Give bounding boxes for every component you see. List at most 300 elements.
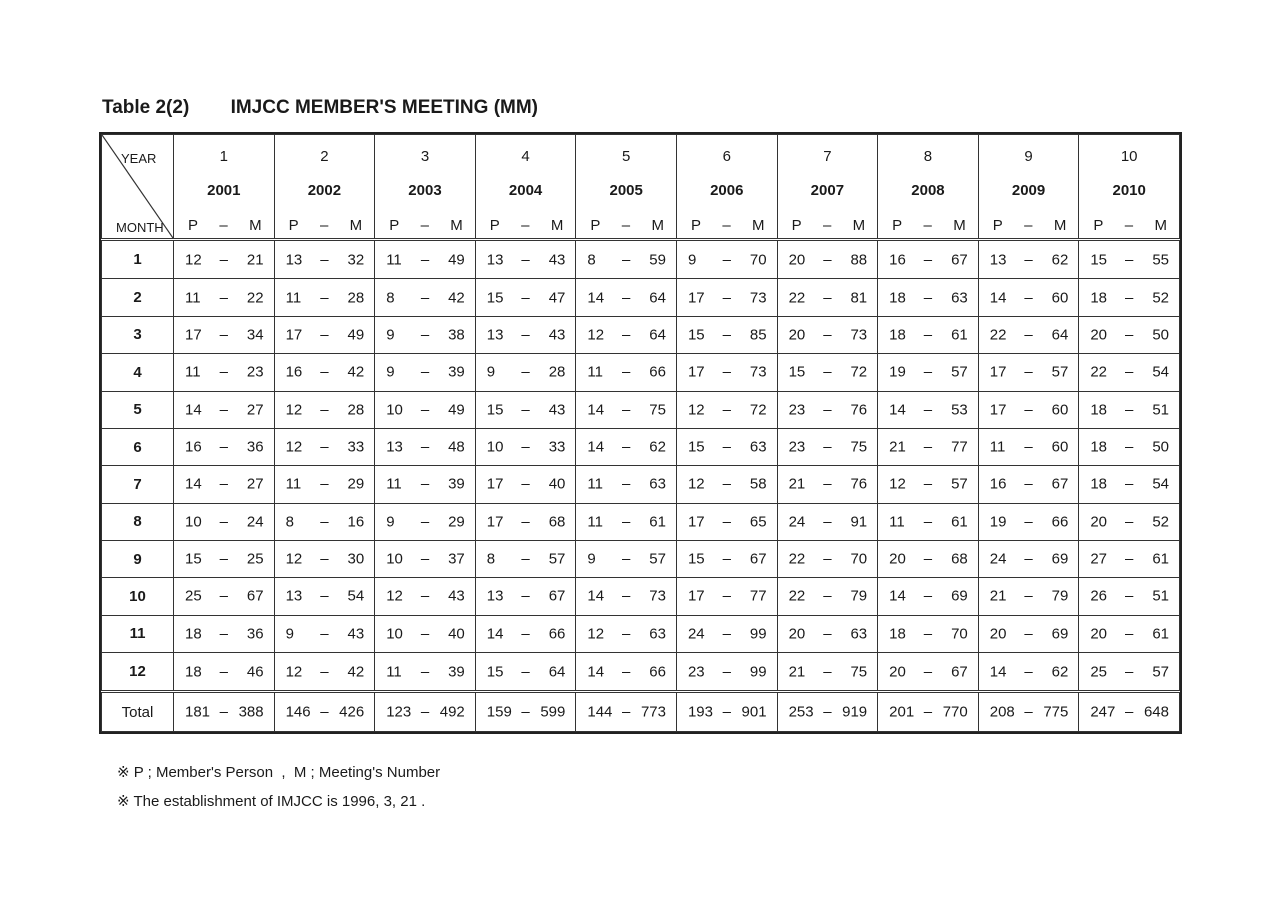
person-count: 18	[1090, 438, 1108, 456]
dash-separator: –	[823, 663, 832, 681]
meeting-count: 46	[246, 663, 264, 681]
month-row	[102, 354, 1180, 391]
value-cell	[274, 615, 375, 652]
person-count: 18	[1090, 401, 1108, 419]
meeting-count: 91	[850, 513, 868, 531]
year-index: 6	[722, 148, 731, 165]
meeting-count: 73	[850, 326, 868, 344]
person-count: 253	[788, 703, 814, 721]
meeting-count: 388	[238, 703, 264, 721]
dash-separator: –	[923, 363, 933, 381]
dash-separator: –	[420, 625, 430, 643]
meeting-count: 28	[548, 363, 566, 381]
value-cell	[375, 354, 476, 391]
m-header: M	[752, 217, 765, 234]
year-index: 2	[320, 148, 329, 165]
person-count: 13	[285, 587, 303, 605]
year-header-cell	[576, 135, 677, 240]
value-cell	[878, 391, 979, 428]
meeting-count: 42	[448, 289, 465, 307]
p-header: P	[992, 217, 1003, 234]
dash-header: –	[923, 217, 932, 234]
dash-separator: –	[219, 438, 228, 456]
pm-header	[375, 217, 475, 234]
person-count: 146	[285, 703, 311, 721]
dash-separator: –	[521, 289, 530, 307]
value-cell	[1079, 279, 1180, 316]
value-cell	[375, 503, 476, 540]
pm-header	[1079, 217, 1179, 234]
value-cell	[1079, 354, 1180, 391]
meeting-count: 22	[246, 289, 264, 307]
corner-year-label: YEAR	[121, 151, 157, 166]
p-header: P	[489, 217, 500, 234]
dash-separator: –	[1024, 550, 1033, 568]
dash-separator: –	[923, 587, 933, 605]
dash-separator: –	[219, 289, 228, 307]
value-cell	[475, 692, 576, 732]
dash-separator: –	[722, 587, 731, 605]
person-count: 11	[285, 289, 302, 307]
meeting-count: 34	[246, 326, 264, 344]
person-count: 12	[285, 550, 303, 568]
m-header: M	[651, 217, 664, 234]
meeting-count: 43	[548, 401, 566, 419]
person-count: 14	[587, 401, 605, 419]
year-label: 2008	[911, 182, 945, 199]
person-count: 19	[989, 513, 1007, 531]
meeting-count: 99	[749, 625, 767, 643]
dash-separator: –	[1024, 326, 1033, 344]
dash-separator: –	[320, 663, 329, 681]
meeting-count: 67	[749, 550, 767, 568]
meeting-count: 27	[246, 401, 264, 419]
meeting-count: 770	[942, 703, 968, 721]
value-cell	[777, 354, 878, 391]
value-cell	[375, 692, 476, 732]
value-cell	[475, 391, 576, 428]
year-header-cell	[274, 135, 375, 240]
dash-separator: –	[722, 363, 731, 381]
meeting-count: 28	[347, 289, 365, 307]
value-cell	[475, 615, 576, 652]
year-index: 7	[823, 148, 832, 165]
pm-header	[476, 217, 576, 234]
person-count: 11	[185, 363, 201, 381]
dash-separator: –	[1125, 625, 1134, 643]
person-count: 9	[386, 326, 395, 344]
meeting-count: 76	[850, 401, 868, 419]
value-cell	[475, 578, 576, 615]
value-cell	[576, 466, 677, 503]
dash-separator: –	[622, 438, 631, 456]
year-index: 3	[420, 148, 430, 165]
dash-separator: –	[622, 289, 631, 307]
month-label: 4	[102, 354, 174, 391]
value-cell	[878, 503, 979, 540]
dash-separator: –	[923, 513, 933, 531]
value-cell	[174, 240, 275, 279]
value-cell	[274, 428, 375, 465]
value-cell	[274, 466, 375, 503]
person-count: 9	[587, 550, 596, 568]
value-cell	[878, 240, 979, 279]
person-count: 20	[889, 550, 906, 568]
person-count: 17	[687, 289, 705, 307]
person-count: 12	[285, 401, 303, 419]
person-count: 26	[1090, 587, 1108, 605]
value-cell	[475, 653, 576, 692]
meeting-count: 68	[951, 550, 968, 568]
person-count: 14	[989, 663, 1007, 681]
dash-separator: –	[823, 251, 832, 269]
person-count: 18	[889, 625, 906, 643]
month-row	[102, 540, 1180, 577]
value-cell	[475, 466, 576, 503]
meeting-count: 69	[1051, 625, 1069, 643]
dash-separator: –	[923, 703, 933, 721]
year-label: 2001	[207, 182, 241, 199]
dash-separator: –	[521, 625, 530, 643]
year-label: 2005	[609, 182, 643, 199]
value-cell	[475, 428, 576, 465]
person-count: 10	[386, 401, 403, 419]
value-cell	[576, 428, 677, 465]
person-count: 15	[687, 326, 705, 344]
meeting-count: 64	[649, 289, 666, 307]
value-cell	[375, 279, 476, 316]
value-cell	[274, 240, 375, 279]
value-cell	[274, 578, 375, 615]
meeting-count: 99	[749, 663, 767, 681]
meeting-count: 919	[842, 703, 868, 721]
meeting-count: 77	[749, 587, 767, 605]
value-cell	[375, 391, 476, 428]
value-cell	[375, 540, 476, 577]
meeting-count: 73	[749, 363, 767, 381]
person-count: 12	[889, 475, 906, 493]
year-header-cell	[777, 135, 878, 240]
m-header: M	[1154, 217, 1167, 234]
value-cell	[777, 279, 878, 316]
person-count: 17	[687, 513, 705, 531]
month-row	[102, 316, 1180, 353]
dash-separator: –	[923, 625, 933, 643]
year-label: 2007	[810, 182, 845, 199]
p-header: P	[288, 217, 299, 234]
person-count: 17	[687, 363, 705, 381]
meeting-count: 65	[749, 513, 767, 531]
meeting-count: 70	[749, 251, 767, 269]
person-count: 123	[386, 703, 412, 721]
meeting-count: 61	[1152, 625, 1169, 643]
dash-separator: –	[521, 438, 530, 456]
dash-separator: –	[420, 550, 430, 568]
meeting-count: 50	[1152, 438, 1169, 456]
value-cell	[375, 578, 476, 615]
person-count: 11	[587, 363, 603, 381]
person-count: 9	[285, 625, 294, 643]
value-cell	[174, 354, 275, 391]
person-count: 15	[486, 401, 504, 419]
meeting-count: 57	[649, 550, 666, 568]
dash-separator: –	[622, 401, 631, 419]
value-cell	[978, 578, 1079, 615]
person-count: 144	[587, 703, 613, 721]
person-count: 23	[687, 663, 705, 681]
dash-separator: –	[521, 663, 530, 681]
person-count: 24	[989, 550, 1007, 568]
dash-separator: –	[521, 703, 530, 721]
dash-separator: –	[521, 513, 530, 531]
meeting-count: 29	[448, 513, 465, 531]
person-count: 9	[486, 363, 496, 381]
value-cell	[777, 466, 878, 503]
value-cell	[174, 578, 275, 615]
value-cell	[878, 540, 979, 577]
dash-separator: –	[722, 513, 731, 531]
meeting-count: 39	[448, 363, 465, 381]
dash-separator: –	[722, 438, 731, 456]
pm-header	[275, 217, 375, 234]
year-header-cell	[475, 135, 576, 240]
value-cell	[174, 391, 275, 428]
meeting-count: 43	[548, 326, 566, 344]
meeting-count: 60	[1051, 438, 1069, 456]
value-cell	[878, 578, 979, 615]
value-cell	[878, 354, 979, 391]
meeting-table	[99, 132, 1182, 734]
month-row	[102, 391, 1180, 428]
meeting-count: 63	[649, 625, 666, 643]
meeting-count: 68	[548, 513, 566, 531]
year-header-cell	[375, 135, 476, 240]
person-count: 14	[889, 401, 906, 419]
meeting-count: 88	[850, 251, 868, 269]
person-count: 15	[486, 663, 504, 681]
meeting-count: 58	[749, 475, 767, 493]
person-count: 8	[486, 550, 496, 568]
meeting-count: 36	[246, 438, 264, 456]
pm-header	[174, 217, 274, 234]
dash-separator: –	[1024, 289, 1033, 307]
value-cell	[878, 653, 979, 692]
dash-separator: –	[320, 438, 329, 456]
value-cell	[978, 316, 1079, 353]
value-cell	[475, 279, 576, 316]
p-header: P	[791, 217, 802, 234]
dash-separator: –	[521, 475, 530, 493]
dash-header: –	[521, 217, 530, 234]
month-label: 5	[102, 391, 174, 428]
month-label: 8	[102, 503, 174, 540]
person-count: 201	[889, 703, 915, 721]
dash-separator: –	[823, 550, 832, 568]
meeting-count: 63	[649, 475, 666, 493]
meeting-count: 67	[548, 587, 566, 605]
dash-separator: –	[320, 550, 329, 568]
value-cell	[475, 316, 576, 353]
meeting-count: 51	[1152, 401, 1169, 419]
value-cell	[878, 316, 979, 353]
dash-separator: –	[923, 475, 933, 493]
value-cell	[978, 466, 1079, 503]
meeting-count: 32	[347, 251, 365, 269]
value-cell	[878, 428, 979, 465]
value-cell	[1079, 316, 1180, 353]
m-header: M	[550, 217, 564, 234]
meeting-count: 81	[850, 289, 868, 307]
dash-separator: –	[420, 251, 430, 269]
value-cell	[576, 503, 677, 540]
month-label: 7	[102, 466, 174, 503]
meeting-count: 43	[347, 625, 365, 643]
dash-separator: –	[823, 587, 832, 605]
value-cell	[1079, 692, 1180, 732]
person-count: 11	[587, 475, 603, 493]
p-header: P	[188, 217, 199, 234]
person-count: 18	[1090, 475, 1108, 493]
person-count: 14	[486, 625, 504, 643]
value-cell	[676, 428, 777, 465]
value-cell	[978, 692, 1079, 732]
value-cell	[475, 240, 576, 279]
meeting-count: 61	[951, 513, 968, 531]
person-count: 12	[386, 587, 403, 605]
meeting-count: 54	[1152, 363, 1169, 381]
dash-separator: –	[823, 289, 832, 307]
meeting-count: 54	[347, 587, 365, 605]
year-label: 2002	[307, 182, 342, 199]
year-label: 2010	[1112, 182, 1146, 199]
person-count: 15	[788, 363, 806, 381]
pm-header	[677, 217, 777, 234]
year-index: 4	[521, 148, 530, 165]
value-cell	[274, 279, 375, 316]
m-header: M	[249, 217, 262, 234]
value-cell	[676, 615, 777, 652]
person-count: 13	[285, 251, 303, 269]
dash-separator: –	[823, 475, 832, 493]
person-count: 27	[1090, 550, 1108, 568]
meeting-count: 66	[1051, 513, 1069, 531]
meeting-count: 79	[1051, 587, 1069, 605]
meeting-count: 36	[246, 625, 264, 643]
dash-separator: –	[923, 251, 933, 269]
value-cell	[978, 391, 1079, 428]
meeting-count: 75	[649, 401, 666, 419]
person-count: 13	[486, 251, 504, 269]
value-cell	[978, 653, 1079, 692]
dash-separator: –	[622, 625, 631, 643]
dash-separator: –	[1125, 703, 1134, 721]
value-cell	[1079, 578, 1180, 615]
person-count: 10	[486, 438, 504, 456]
value-cell	[475, 354, 576, 391]
value-cell	[978, 354, 1079, 391]
dash-separator: –	[521, 326, 530, 344]
person-count: 13	[486, 326, 504, 344]
dash-header: –	[822, 217, 832, 234]
value-cell	[978, 503, 1079, 540]
dash-separator: –	[521, 401, 530, 419]
dash-separator: –	[1125, 438, 1134, 456]
value-cell	[375, 240, 476, 279]
dash-separator: –	[1024, 475, 1033, 493]
dash-separator: –	[622, 587, 631, 605]
person-count: 12	[587, 625, 605, 643]
value-cell	[777, 653, 878, 692]
footnotes	[117, 758, 440, 816]
person-count: 8	[386, 289, 395, 307]
value-cell	[777, 240, 878, 279]
dash-separator: –	[1125, 251, 1134, 269]
person-count: 17	[185, 326, 202, 344]
person-count: 10	[386, 625, 403, 643]
dash-separator: –	[219, 703, 228, 721]
meeting-count: 57	[951, 475, 968, 493]
meeting-count: 64	[1051, 326, 1069, 344]
value-cell	[274, 391, 375, 428]
meeting-count: 72	[850, 363, 868, 381]
person-count: 11	[386, 475, 402, 493]
value-cell	[676, 316, 777, 353]
meeting-count: 62	[1051, 663, 1069, 681]
dash-separator: –	[521, 251, 530, 269]
meeting-count: 57	[951, 363, 968, 381]
header-row	[102, 135, 1180, 240]
value-cell	[375, 428, 476, 465]
dash-separator: –	[823, 703, 832, 721]
value-cell	[576, 240, 677, 279]
dash-separator: –	[420, 475, 430, 493]
person-count: 15	[1090, 251, 1108, 269]
m-header: M	[349, 217, 363, 234]
year-index: 8	[923, 148, 933, 165]
total-label: Total	[102, 692, 174, 732]
dash-separator: –	[622, 550, 631, 568]
table-number-label: Table 2(2)	[102, 97, 190, 118]
dash-separator: –	[923, 550, 933, 568]
month-row	[102, 279, 1180, 316]
meeting-count: 42	[347, 363, 365, 381]
pm-header	[979, 217, 1079, 234]
dash-separator: –	[320, 401, 329, 419]
person-count: 22	[788, 550, 806, 568]
person-count: 11	[185, 289, 201, 307]
value-cell	[676, 503, 777, 540]
dash-header: –	[1024, 217, 1033, 234]
value-cell	[978, 279, 1079, 316]
meeting-count: 76	[850, 475, 868, 493]
meeting-count: 57	[548, 550, 566, 568]
person-count: 13	[386, 438, 403, 456]
meeting-count: 69	[951, 587, 968, 605]
meeting-count: 67	[246, 587, 264, 605]
meeting-count: 54	[1152, 475, 1169, 493]
dash-separator: –	[1125, 289, 1134, 307]
month-row	[102, 578, 1180, 615]
person-count: 22	[989, 326, 1007, 344]
value-cell	[878, 279, 979, 316]
person-count: 12	[185, 251, 202, 269]
dash-separator: –	[1024, 663, 1033, 681]
person-count: 17	[486, 513, 504, 531]
person-count: 12	[285, 438, 303, 456]
dash-separator: –	[420, 326, 430, 344]
person-count: 14	[587, 587, 605, 605]
person-count: 8	[285, 513, 294, 531]
